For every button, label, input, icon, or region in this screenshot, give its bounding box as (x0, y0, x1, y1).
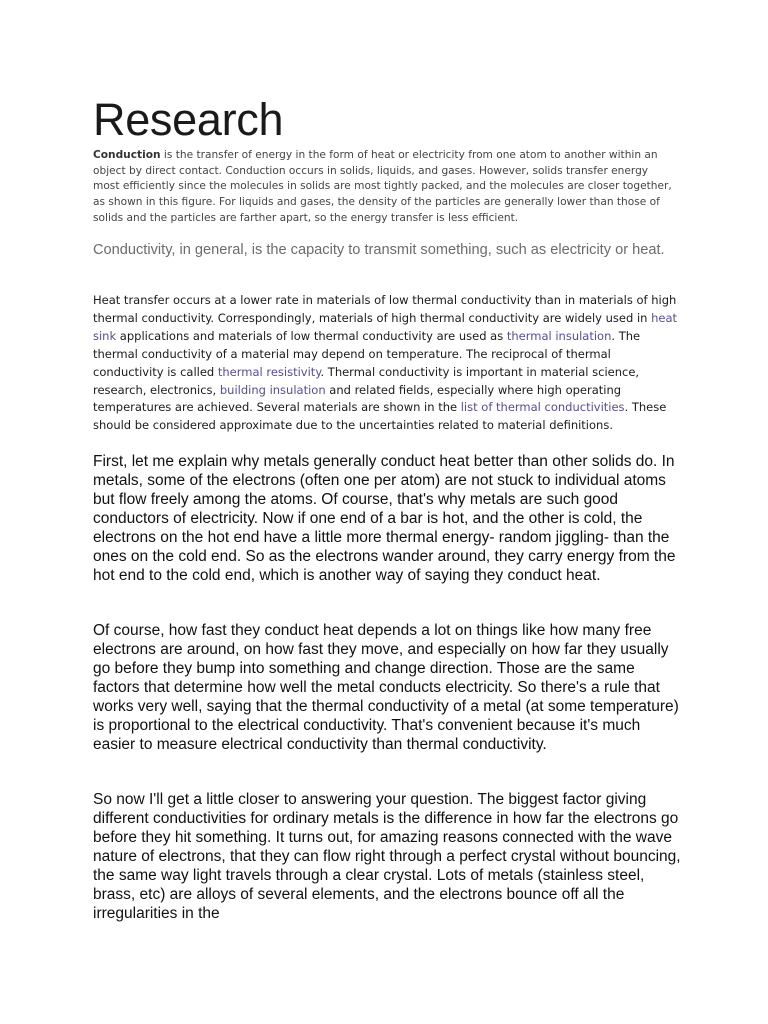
heat-transfer-text-6: . These should be considered approximate due to the uncertainties related to material definitions. (93, 400, 667, 433)
intro-text: is the transfer of energy in the form of heat or electricity from one atom to another within an object by direct contact. Conduction occurs in solids, liquids, and gases. However, solids transfer energy most efficiently since the molecules in solids are most tightly packed, and the molecules are closer together, as shown in this figure. For liquids and gases, the density of the particles are generally lower than those of solids and the particles are farther apart, so the energy transfer is less efficient. (93, 149, 672, 224)
building-insulation-link[interactable]: building insulation (219, 382, 326, 397)
heat-transfer-text-4: . Thermal conductivity is important in material science, research, electronics, (93, 364, 640, 397)
conductivity-definition: Conductivity, in general, is the capacity to transmit something, such as electricity or heat. (93, 242, 665, 258)
thermal-resistivity-link[interactable]: thermal resistivity (217, 364, 321, 379)
thermal-conductivities-list-link[interactable]: list of thermal conductivities (460, 400, 625, 415)
heat-sink-link[interactable]: heat sink (93, 310, 678, 343)
heat-transfer-text-3: . The thermal conductivity of a material may depend on temperature. The reciprocal of thermal conductivity is called (93, 328, 641, 379)
conduction-speed-paragraph: Of course, how fast they conduct heat depends a lot on things like how many free electrons are around, on how fast they move, and especially on how far they usually go before they bump into something and change direction. Those are the same factors that determine how well the metal conducts electricity. So there's a rule that works very well, saying that the thermal conductivity of a metal (at some temperature) is proportional to the electrical conductivity. That's convenient because it's much easier to measure electrical conductivity than thermal conductivity. (93, 622, 679, 753)
metals-explanation-paragraph: First, let me explain why metals generally conduct heat better than other solids do. In metals, some of the electrons (often one per atom) are not stuck to individual atoms but flow freely among the atoms. Of course, that's why metals are such good conductors of electricity. Now if one end of a bar is hot, and the other is cold, the electrons on the hot end have a little more thermal energy- random jiggling- than the ones on the cold end. So as the electrons wander around, they carry energy from the hot end to the cold end, which is another way of saying they conduct heat. (93, 453, 676, 584)
intro-paragraph (93, 148, 675, 227)
heat-transfer-text-5: and related fields, especially where high operating temperatures are achieved. Several materials are shown in the (93, 382, 622, 415)
conduction-term: Conduction (93, 149, 161, 161)
heat-transfer-text-2: applications and materials of low thermal conductivity are used as (116, 328, 507, 343)
heat-transfer-paragraph (93, 292, 678, 435)
thermal-insulation-link[interactable]: thermal insulation (506, 328, 612, 343)
heat-transfer-text-1: Heat transfer occurs at a lower rate in materials of low thermal conductivity than in materials of high thermal conductivity. Correspondingly, materials of high thermal conductivity are widely used in (93, 293, 677, 325)
conductivity-factor-paragraph: So now I'll get a little closer to answering your question. The biggest factor giving different conductivities for ordinary metals is the difference in how far the electrons go before they hit something. It turns out, for amazing reasons connected with the wave nature of electrons, that they can flow right through a perfect crystal without bouncing, the same way light travels through a clear crystal. Lots of metals (stainless steel, brass, etc) are alloys of several elements, and the electrons bounce off all the irregularities in the (93, 791, 681, 922)
page-title: Research (93, 94, 284, 145)
